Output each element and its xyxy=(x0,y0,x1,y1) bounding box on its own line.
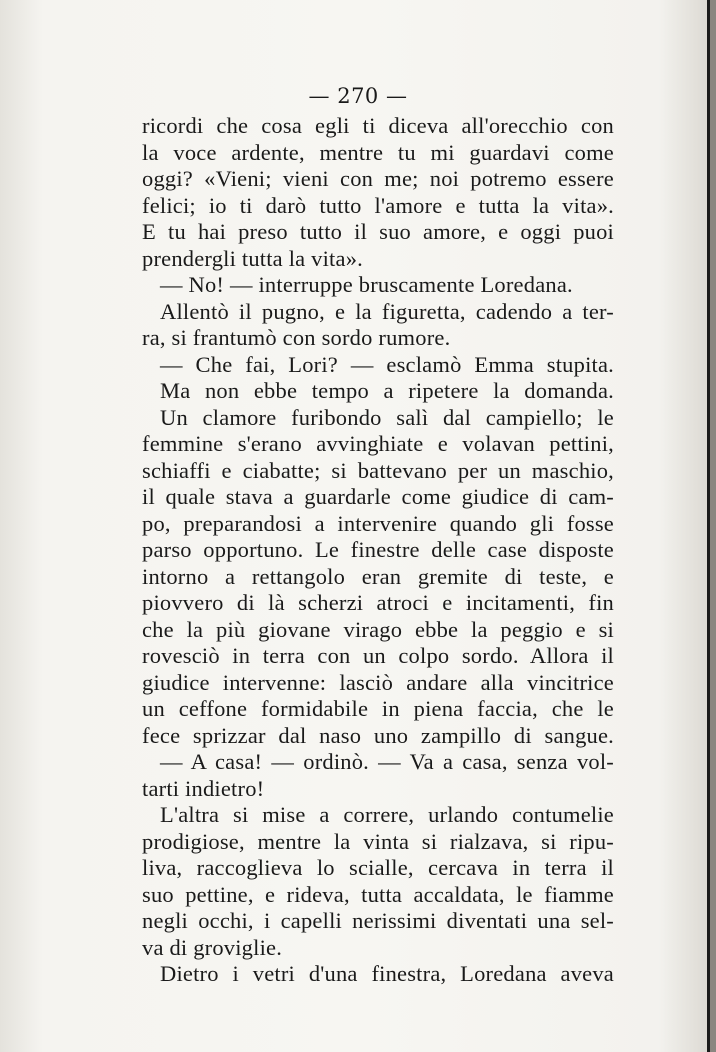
text-line: — A casa! — ordinò. — Va a casa, senza vol- xyxy=(160,749,614,774)
text-line: felici; io ti darò tutto l'amore e tutta la vita». xyxy=(142,192,614,218)
text-line: intorno a rettangolo eran gremite di teste, e xyxy=(142,563,614,589)
text-line: il quale stava a guardarle come giudice di cam- xyxy=(142,484,614,509)
text-line: E tu hai preso tutto il suo amore, e oggi puoi xyxy=(142,219,614,244)
text-line: Ma non ebbe tempo a ripetere la domanda. xyxy=(160,378,614,403)
text-line: prendergli tutta la vita». xyxy=(142,245,363,271)
text-line: prodigiose, mentre la vinta si rialzava, si ripu- xyxy=(142,828,614,854)
text-line: femmine s'erano avvinghiate e volavan pettini, xyxy=(142,431,614,456)
text-line: L'altra si mise a correre, urlando contumelie xyxy=(160,802,614,827)
text-line: Allentò il pugno, e la figuretta, cadendo a ter- xyxy=(160,298,614,324)
text-line: — Che fai, Lori? — esclamò Emma stupita. xyxy=(160,351,614,377)
page-edge-shadow xyxy=(710,0,716,1052)
text-line: negli occhi, i capelli nerissimi diventati una sel- xyxy=(142,908,614,933)
text-line: piovvero di là scherzi atroci e incitamenti, fin xyxy=(142,590,614,615)
text-line: suo pettine, e rideva, tutta accaldata, le fiamme xyxy=(142,881,614,907)
text-line: schiaffi e ciabatte; si battevano per un maschio, xyxy=(142,457,614,483)
text-line: liva, raccoglieva lo scialle, cercava in terra il xyxy=(142,855,614,880)
page-edge xyxy=(707,0,710,1052)
text-line: rovesciò in terra con un colpo sordo. Allora il xyxy=(142,643,614,668)
text-line: che la più giovane virago ebbe la peggio e si xyxy=(142,616,614,642)
text-line: parso opportuno. Le finestre delle case disposte xyxy=(142,537,614,562)
text-line: oggi? «Vieni; vieni con me; noi potremo essere xyxy=(142,166,614,191)
text-line: — No! — interruppe bruscamente Loredana. xyxy=(160,272,573,297)
text-line: va di groviglie. xyxy=(142,934,283,960)
text-line: ricordi che cosa egli ti diceva all'orecchio con xyxy=(142,113,614,138)
text-line: un ceffone formidabile in piena faccia, che le xyxy=(142,696,614,721)
text-line: fece sprizzar dal naso uno zampillo di sangue. xyxy=(142,722,614,748)
text-line: tarti indietro! xyxy=(142,775,265,801)
text-line: ra, si frantumò con sordo rumore. xyxy=(142,325,451,350)
text-line: la voce ardente, mentre tu mi guardavi come xyxy=(142,139,614,165)
text-line: po, preparandosi a intervenire quando gli fosse xyxy=(142,510,614,536)
text-line: giudice intervenne: lasciò andare alla vincitrice xyxy=(142,669,614,695)
body-text xyxy=(142,113,614,988)
text-line: Un clamore furibondo salì dal campiello; le xyxy=(160,404,614,430)
text-line: Dietro i vetri d'una finestra, Loredana aveva xyxy=(160,961,614,986)
page-number: — 270 — xyxy=(308,84,408,108)
